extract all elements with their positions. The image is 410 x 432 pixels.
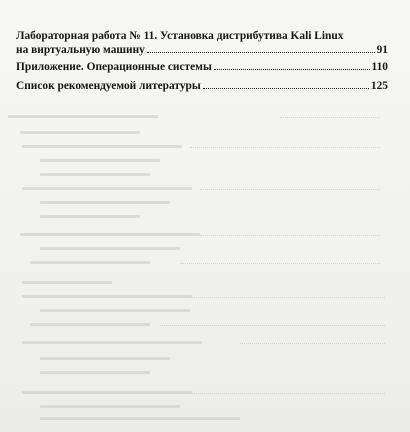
ghost-dot-leader bbox=[190, 393, 385, 394]
ghost-text-line bbox=[40, 357, 170, 360]
ghost-text-line bbox=[40, 159, 160, 162]
table-of-contents bbox=[16, 30, 388, 95]
toc-entry-page: 125 bbox=[370, 79, 388, 92]
ghost-text-line bbox=[40, 173, 150, 176]
ghost-text-line bbox=[22, 281, 112, 284]
ghost-dot-leader bbox=[240, 343, 385, 344]
ghost-dot-leader bbox=[280, 117, 380, 118]
ghost-dot-leader bbox=[200, 189, 380, 190]
ghost-text-line bbox=[30, 261, 150, 264]
ghost-dot-leader bbox=[160, 325, 385, 326]
toc-entry-title-line1: Лабораторная работа № 11. Установка дистрибутива Kali Linux bbox=[16, 30, 344, 42]
ghost-text-line bbox=[40, 405, 180, 408]
ghost-text-line bbox=[30, 323, 150, 326]
toc-entry-title: Список рекомендуемой литературы bbox=[16, 79, 201, 92]
toc-entry-references bbox=[16, 80, 388, 94]
dot-leader bbox=[214, 69, 370, 70]
ghost-text-line bbox=[20, 131, 140, 134]
toc-entry-page: 110 bbox=[371, 61, 388, 73]
toc-entry-page: 91 bbox=[376, 43, 388, 56]
toc-entry-title: Приложение. Операционные системы bbox=[16, 61, 212, 73]
ghost-text-line bbox=[8, 115, 158, 118]
ghost-text-line bbox=[20, 233, 200, 236]
toc-entry-appendix bbox=[16, 61, 388, 75]
ghost-text-line bbox=[40, 201, 170, 204]
ghost-text-line bbox=[22, 341, 202, 344]
ghost-text-line bbox=[40, 309, 190, 312]
ghost-text-line bbox=[22, 295, 192, 298]
dot-leader bbox=[203, 88, 369, 89]
toc-entry-title-line2: на виртуальную машину bbox=[16, 43, 145, 56]
ghost-dot-leader bbox=[190, 147, 380, 148]
ghost-dot-leader bbox=[180, 263, 380, 264]
ghost-text-line bbox=[22, 391, 192, 394]
ghost-text-line bbox=[22, 145, 182, 148]
ghost-dot-leader bbox=[190, 297, 385, 298]
dot-leader bbox=[147, 52, 375, 53]
toc-entry-lab-11 bbox=[16, 30, 388, 57]
ghost-text-line bbox=[40, 371, 150, 374]
bleed-through-texture bbox=[0, 95, 410, 432]
ghost-text-line bbox=[40, 215, 140, 218]
ghost-text-line bbox=[40, 247, 180, 250]
ghost-text-line bbox=[22, 187, 192, 190]
ghost-dot-leader bbox=[200, 235, 380, 236]
ghost-text-line bbox=[40, 417, 240, 420]
